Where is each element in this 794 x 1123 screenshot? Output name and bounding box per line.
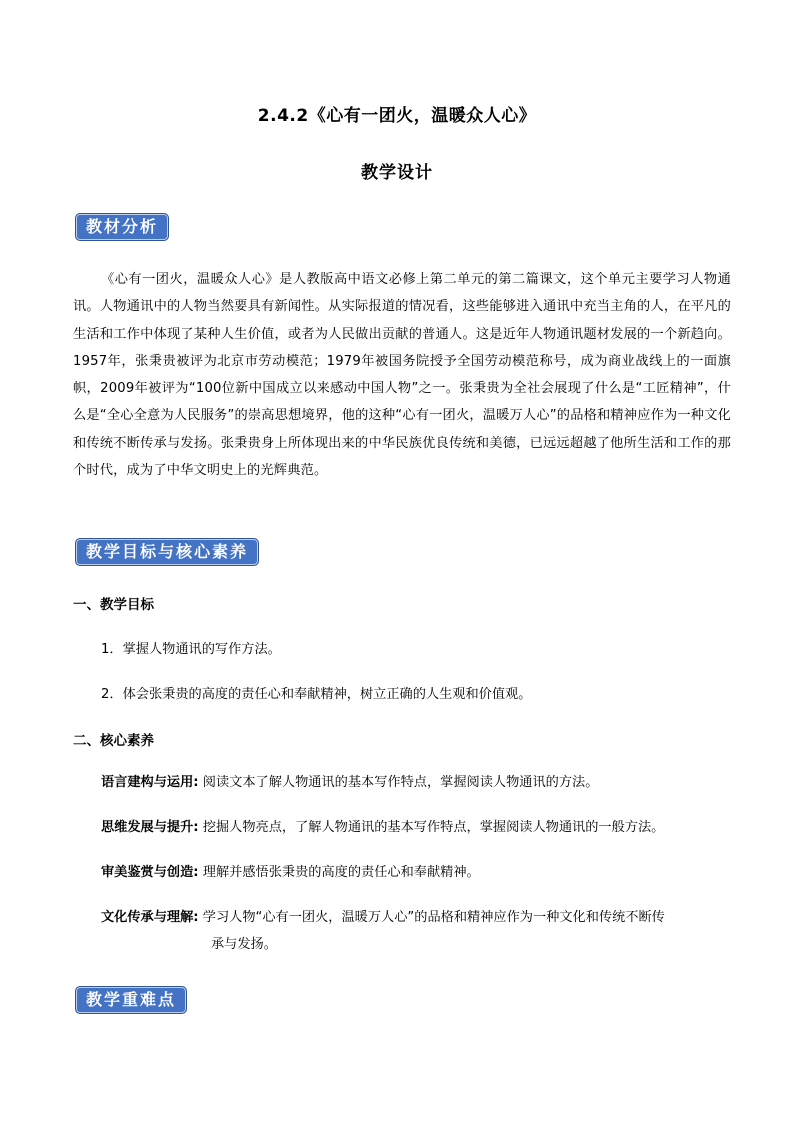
core-item-aesthetic bbox=[101, 859, 731, 886]
core-label-thinking: 思维发展与提升: bbox=[101, 820, 199, 835]
core-item-culture bbox=[101, 904, 731, 958]
core-text-culture: 学习人物“心有一团火，温暖万人心”的品格和精神应作为一种文化和传统不断传 bbox=[198, 910, 665, 925]
core-item-language bbox=[101, 769, 731, 796]
core-text-thinking: 挖掘人物亮点，了解人物通讯的基本写作特点，掌握阅读人物通讯的一般方法。 bbox=[198, 820, 665, 835]
core-text-language: 阅读文本了解人物通讯的基本写作特点，掌握阅读人物通讯的方法。 bbox=[198, 775, 599, 790]
goal-item-2: 2．体会张秉贵的高度的责任心和奉献精神，树立正确的人生观和价值观。 bbox=[101, 687, 532, 702]
core-text-aesthetic: 理解并感悟张秉贵的高度的责任心和奉献精神。 bbox=[198, 865, 480, 880]
core-item-thinking bbox=[101, 814, 731, 841]
analysis-paragraph: 《心有一团火，温暖众人心》是人教版高中语文必修上第二单元的第二篇课文，这个单元主要学习人物通讯。人物通讯中的人物当然要具有新闻性。从实际报道的情况看，这些能够进入通讯中充当主角的人，在平凡的生活和工作中体现了某种人生价值，或者为人民做出贡献的普通人。这是近年人物通讯题材发展的一个新趋向。1957年，张秉贵被评为北京市劳动模范；1979年被国务院授予全国劳动模范称号，成为商业战线上的一面旗帜，2009年被评为“100位新中国成立以来感动中国人物”之一。张秉贵为全社会展现了什么是“工匠精神”，什么是“全心全意为人民服务”的崇高思想境界，他的这种“心有一团火，温暖万人心”的品格和精神应作为一种文化和传统不断传承与发扬。张秉贵身上所体现出来的中华民族优良传统和美德，已远远超越了他所生活和工作的那个时代，成为了中华文明史上的光辉典范。 bbox=[73, 272, 731, 479]
goal-item-1: 1．掌握人物通讯的写作方法。 bbox=[101, 642, 281, 657]
document-title: 2.4.2《心有一团火，温暖众人心》 bbox=[257, 106, 537, 126]
section-badge-goals: 教学目标与核心素养 bbox=[75, 538, 259, 566]
goals-heading: 一、教学目标 bbox=[73, 597, 154, 613]
core-text-culture-cont: 承与发扬。 bbox=[211, 937, 277, 952]
section-badge-analysis: 教材分析 bbox=[75, 213, 169, 241]
section-badge-key-points: 教学重难点 bbox=[75, 986, 187, 1014]
core-heading: 二、核心素养 bbox=[73, 733, 154, 749]
document-subtitle: 教学设计 bbox=[361, 163, 433, 183]
core-label-aesthetic: 审美鉴赏与创造: bbox=[101, 865, 199, 880]
core-label-culture: 文化传承与理解: bbox=[101, 910, 199, 925]
core-label-language: 语言建构与运用: bbox=[101, 775, 199, 790]
